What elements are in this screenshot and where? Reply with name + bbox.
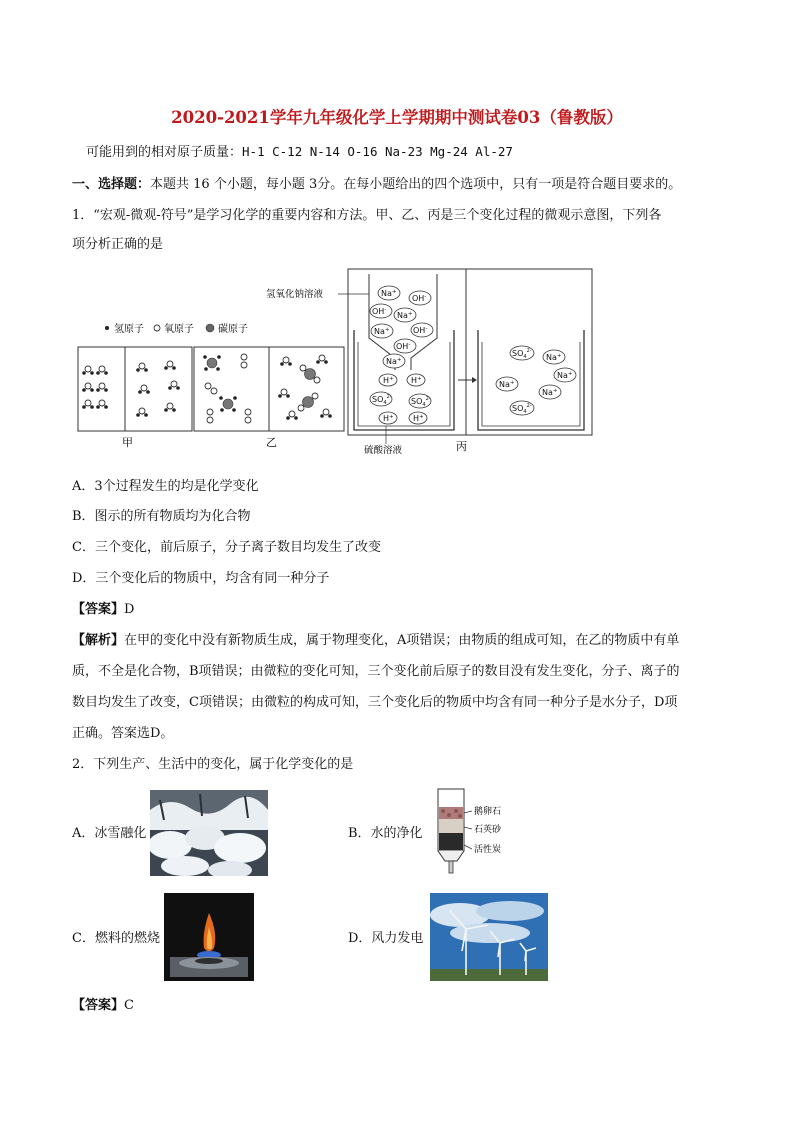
flame-photo <box>164 893 254 981</box>
panel-yi <box>194 347 344 449</box>
ion-na-text: Na <box>557 371 568 380</box>
section-instructions: 本题共 16 个小题，每小题 3分。在每小题给出的四个选项中，只有一项是符合题目要求的。 <box>150 177 682 192</box>
answer-value: C <box>124 998 134 1013</box>
ion-so4-text: SO <box>411 397 423 406</box>
h2so4-label: 硫酸溶液 <box>364 445 403 456</box>
ion-h-text: H <box>411 376 418 385</box>
q1-analysis-line4: 正确。答案选D。 <box>72 726 174 741</box>
ion-sup-plus: + <box>509 380 515 386</box>
filter-label-pebble: 鹅卵石 <box>474 807 502 817</box>
ion-na-text: Na <box>546 353 557 362</box>
ion-na-text: Na <box>542 388 553 397</box>
ion-sub-4: 4 <box>383 400 387 406</box>
snow-photo <box>150 790 268 876</box>
ion-sup-minus: - <box>408 342 411 348</box>
q2-option-b: B．水的净化 <box>348 826 423 841</box>
label-yi: 乙 <box>266 436 277 449</box>
q2-stem: 2．下列生产、生活中的变化，属于化学变化的是 <box>72 757 354 772</box>
svg-text:OH- <box>396 342 410 351</box>
ion-oh-text: OH <box>413 326 426 335</box>
ion-sup-plus: + <box>567 371 573 377</box>
q1-answer <box>72 601 134 619</box>
ion-sub-4: 4 <box>523 354 527 360</box>
ion-h-text: H <box>383 414 390 423</box>
ion-so4-text: SO <box>372 395 384 404</box>
section-heading <box>72 176 681 194</box>
ion-na-text: Na <box>386 357 397 366</box>
ion-sup-plus: + <box>417 376 422 382</box>
ion-na-text: Na <box>374 327 385 336</box>
svg-text:OH- <box>413 326 427 335</box>
panel-jia <box>78 347 192 449</box>
ion-sup-plus: + <box>389 414 394 420</box>
ion-sub-4: 4 <box>422 402 426 408</box>
ion-so4-text: SO <box>512 349 524 358</box>
q2-option-a: A．冰雪融化 <box>72 826 147 841</box>
ion-h-text: H <box>413 414 420 423</box>
q1-stem-line1: 1．“宏观-微观-符号”是学习化学的重要内容和方法。甲、乙、丙是三个变化过程的微观示意图，下列各 <box>72 208 662 223</box>
filter-label-sand: 石英砂 <box>474 825 502 835</box>
q1-option-d: D．三个变化后的物质中，均含有同一种分子 <box>72 571 330 586</box>
ion-sup-2minus: 2- <box>425 396 431 402</box>
ion-sup-plus: + <box>396 357 402 363</box>
ion-h-text: H <box>383 376 390 385</box>
analysis-tag: 【解析】 <box>72 633 125 648</box>
ion-oh-text: OH <box>372 307 385 316</box>
ion-na-text: Na <box>381 289 392 298</box>
atomic-mass-label: 可能用到的相对原子质量： <box>86 145 243 160</box>
svg-text:OH- <box>372 307 386 316</box>
naoh-label: 氢氧化钠溶液 <box>266 289 324 300</box>
ion-sup-minus: - <box>425 326 428 332</box>
q1-figure <box>70 266 600 458</box>
ion-sup-plus: + <box>389 376 394 382</box>
q2-answer <box>72 997 134 1015</box>
ion-sup-plus: + <box>556 353 562 359</box>
filter-label-carbon: 活性炭 <box>474 845 502 855</box>
analysis-text-1: 在甲的变化中没有新物质生成，属于物理变化，A项错误；由物质的组成可知，在乙的物质中有单 <box>124 633 680 648</box>
ion-sup-plus: + <box>384 327 390 333</box>
ion-sup-minus: - <box>384 307 387 313</box>
q1-analysis-line2: 质，不全是化合物，B项错误；由微粒的变化可知，三个变化前后原子的数目没有发生变化，分子、离子的 <box>72 664 680 679</box>
section-title: 一、选择题： <box>72 177 151 192</box>
answer-tag: 【答案】 <box>72 602 125 617</box>
ion-oh-text: OH <box>396 342 409 351</box>
svg-text:OH- <box>412 294 426 303</box>
ion-sup-plus: + <box>552 388 558 394</box>
q1-option-b: B．图示的所有物质均为化合物 <box>72 509 251 524</box>
legend-oxygen-label: 氧原子 <box>164 324 194 335</box>
ion-sup-minus: - <box>424 294 427 300</box>
q1-option-c: C．三个变化，前后原子，分子离子数目均发生了改变 <box>72 540 381 555</box>
ion-sup-plus: + <box>407 311 413 317</box>
answer-value: D <box>124 602 135 617</box>
q1-option-a: A．3个过程发生的均是化学变化 <box>72 479 259 494</box>
ion-sup-2minus: 2- <box>526 348 532 354</box>
label-bing: 丙 <box>456 440 467 453</box>
ion-sup-2minus: 2- <box>526 403 532 409</box>
ion-sup-2minus: 2- <box>386 394 392 400</box>
ion-na-text: Na <box>499 380 510 389</box>
q2-option-c: C．燃料的燃烧 <box>72 931 160 946</box>
figure-legend <box>105 322 248 335</box>
legend-hydrogen-label: 氢原子 <box>114 324 144 335</box>
ion-sup-plus: + <box>419 414 424 420</box>
water-filter-diagram <box>432 787 522 881</box>
ion-oh-text: OH <box>412 294 425 303</box>
legend-carbon-label: 碳原子 <box>218 324 248 335</box>
atomic-mass-values: H-1 C-12 N-14 O-16 Na-23 Mg-24 Al-27 <box>242 144 513 159</box>
answer-tag: 【答案】 <box>72 998 125 1013</box>
ion-na-text: Na <box>397 311 408 320</box>
wind-turbine-photo <box>430 893 548 981</box>
q1-stem-line2: 项分析正确的是 <box>72 237 164 252</box>
ion-sub-4: 4 <box>523 409 527 415</box>
q1-analysis-line1 <box>72 632 679 650</box>
ion-so4-text: SO <box>512 404 524 413</box>
ion-sup-plus: + <box>391 289 397 295</box>
q1-analysis-line3: 数目均发生了改变，C项错误；由微粒的构成可知，三个变化后的物质中均含有同一种分子是水分子，D项 <box>72 695 678 710</box>
label-jia: 甲 <box>122 436 133 449</box>
atomic-mass-line <box>86 143 513 162</box>
q2-option-d: D．风力发电 <box>348 931 424 946</box>
page-title: 2020-2021学年九年级化学上学期期中测试卷03（鲁教版） <box>171 108 623 127</box>
